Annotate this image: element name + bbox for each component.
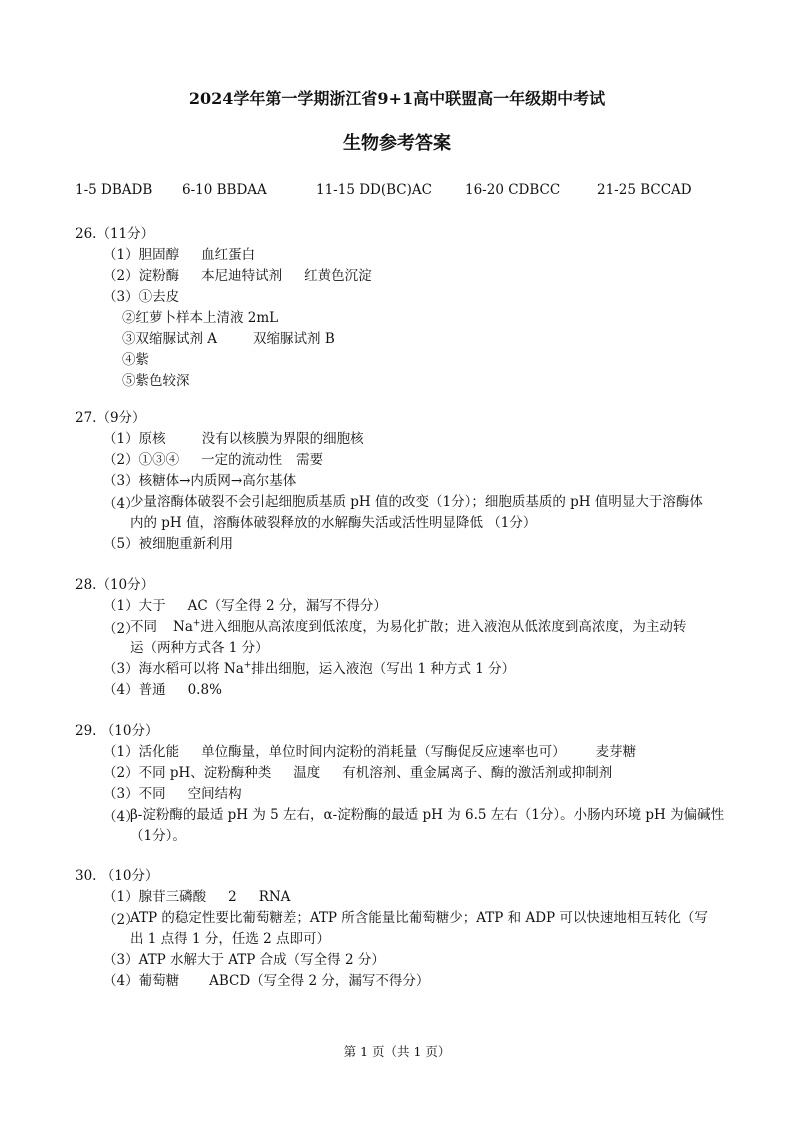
q26-answer-3: （3）①去皮 [103, 289, 180, 305]
q28-answer-3: （3）海水稻可以将 Na+排出细胞，运入液泡（写出 1 种方式 1 分） [103, 660, 516, 677]
q29-answer-1: （1）活化能 单位酶量，单位时间内淀粉的消耗量（写酶促反应速率也可） 麦芽糖 [103, 744, 637, 760]
mc-group-5: 21-25 BCCAD [597, 182, 692, 198]
q30-answer-1: （1）腺苷三磷酸 2 RNA [103, 889, 291, 905]
q30-header: 30. （10分） [75, 868, 159, 884]
q28-answer-2: （2） 不同 Na+进入细胞从高浓度到低浓度，为易化扩散；进入液泡从低浓度到高浓度，为主动转 运（两种方式各 1 分） [103, 618, 687, 656]
q27-header: 27.（9分） [75, 410, 146, 426]
page-footer: 第 1 页（共 1 页） [343, 1044, 451, 1059]
question-28 [75, 575, 735, 701]
mc-group-1: 1-5 DBADB [75, 182, 153, 198]
q27-answer-1: （1）原核 没有以核膜为界限的细胞核 [103, 431, 364, 447]
q29-answer-4: （4） β-淀粉酶的最适 pH 为 5 左右，α-淀粉酶的最适 pH 为 6.5 左右（1分）。小肠内环境 pH 为偏碱性 （1分）。 [103, 807, 725, 844]
q28-answer-1: （1）大于 AC（写全得 2 分，漏写不得分） [103, 598, 387, 614]
mc-group-2: 6-10 BBDAA [182, 182, 267, 198]
mc-group-3: 11-15 DD(BC)AC [316, 182, 432, 198]
q26-step-3: ③双缩脲试剂 A 双缩脲试剂 B [122, 331, 335, 347]
question-27 [75, 408, 735, 555]
document-title: 2024学年第一学期浙江省9+1高中联盟高一年级期中考试 [188, 89, 606, 108]
q26-step-5: ⑤紫色较深 [122, 373, 190, 389]
q30-answer-2: （2） ATP 的稳定性要比葡萄糖差；ATP 所含能量比葡萄糖少；ATP 和 ADP 可以快速地相互转化（写 出 1 点得 1 分，任选 2 点即可） [103, 910, 708, 947]
question-26 [75, 224, 735, 392]
q28-answer-4: （4）普通 0.8% [103, 682, 222, 698]
q27-answer-4: （4） 少量溶酶体破裂不会引起细胞质基质 pH 值的改变（1分）；细胞质基质的 pH 值明显大于溶酶体 内的 pH 值，溶酶体破裂释放的水解酶失活或活性明显降低 （1分） [103, 494, 703, 531]
document-subtitle: 生物参考答案 [343, 133, 451, 154]
q26-step-4: ④紫 [122, 352, 149, 368]
q29-answer-2: （2）不同 pH、淀粉酶种类 温度 有机溶剂、重金属离子、酶的激活剂或抑制剂 [103, 765, 613, 781]
q26-answer-1: （1）胆固醇 血红蛋白 [103, 247, 256, 263]
q27-answer-5: （5）被细胞重新利用 [103, 536, 234, 552]
q26-header: 26.（11分） [75, 226, 155, 242]
q30-answer-3: （3）ATP 水解大于 ATP 合成（写全得 2 分） [103, 952, 385, 968]
multiple-choice-answers [75, 182, 692, 198]
question-30 [75, 866, 735, 992]
q27-answer-3: （3）核糖体→内质网→高尔基体 [103, 473, 297, 489]
q30-answer-4: （4）葡萄糖 ABCD（写全得 2 分，漏写不得分） [103, 973, 430, 989]
q29-answer-3: （3）不同 空间结构 [103, 786, 242, 802]
q26-answer-2: （2）淀粉酶 本尼迪特试剂 红黄色沉淀 [103, 268, 372, 284]
q29-header: 29. （10分） [75, 723, 159, 739]
q26-step-2: ②红萝卜样本上清液 2mL [122, 310, 279, 326]
q28-header: 28.（10分） [75, 577, 155, 593]
q27-answer-2: （2）①③④ 一定的流动性 需要 [103, 452, 324, 468]
question-29 [75, 721, 735, 847]
mc-group-4: 16-20 CDBCC [465, 182, 561, 198]
